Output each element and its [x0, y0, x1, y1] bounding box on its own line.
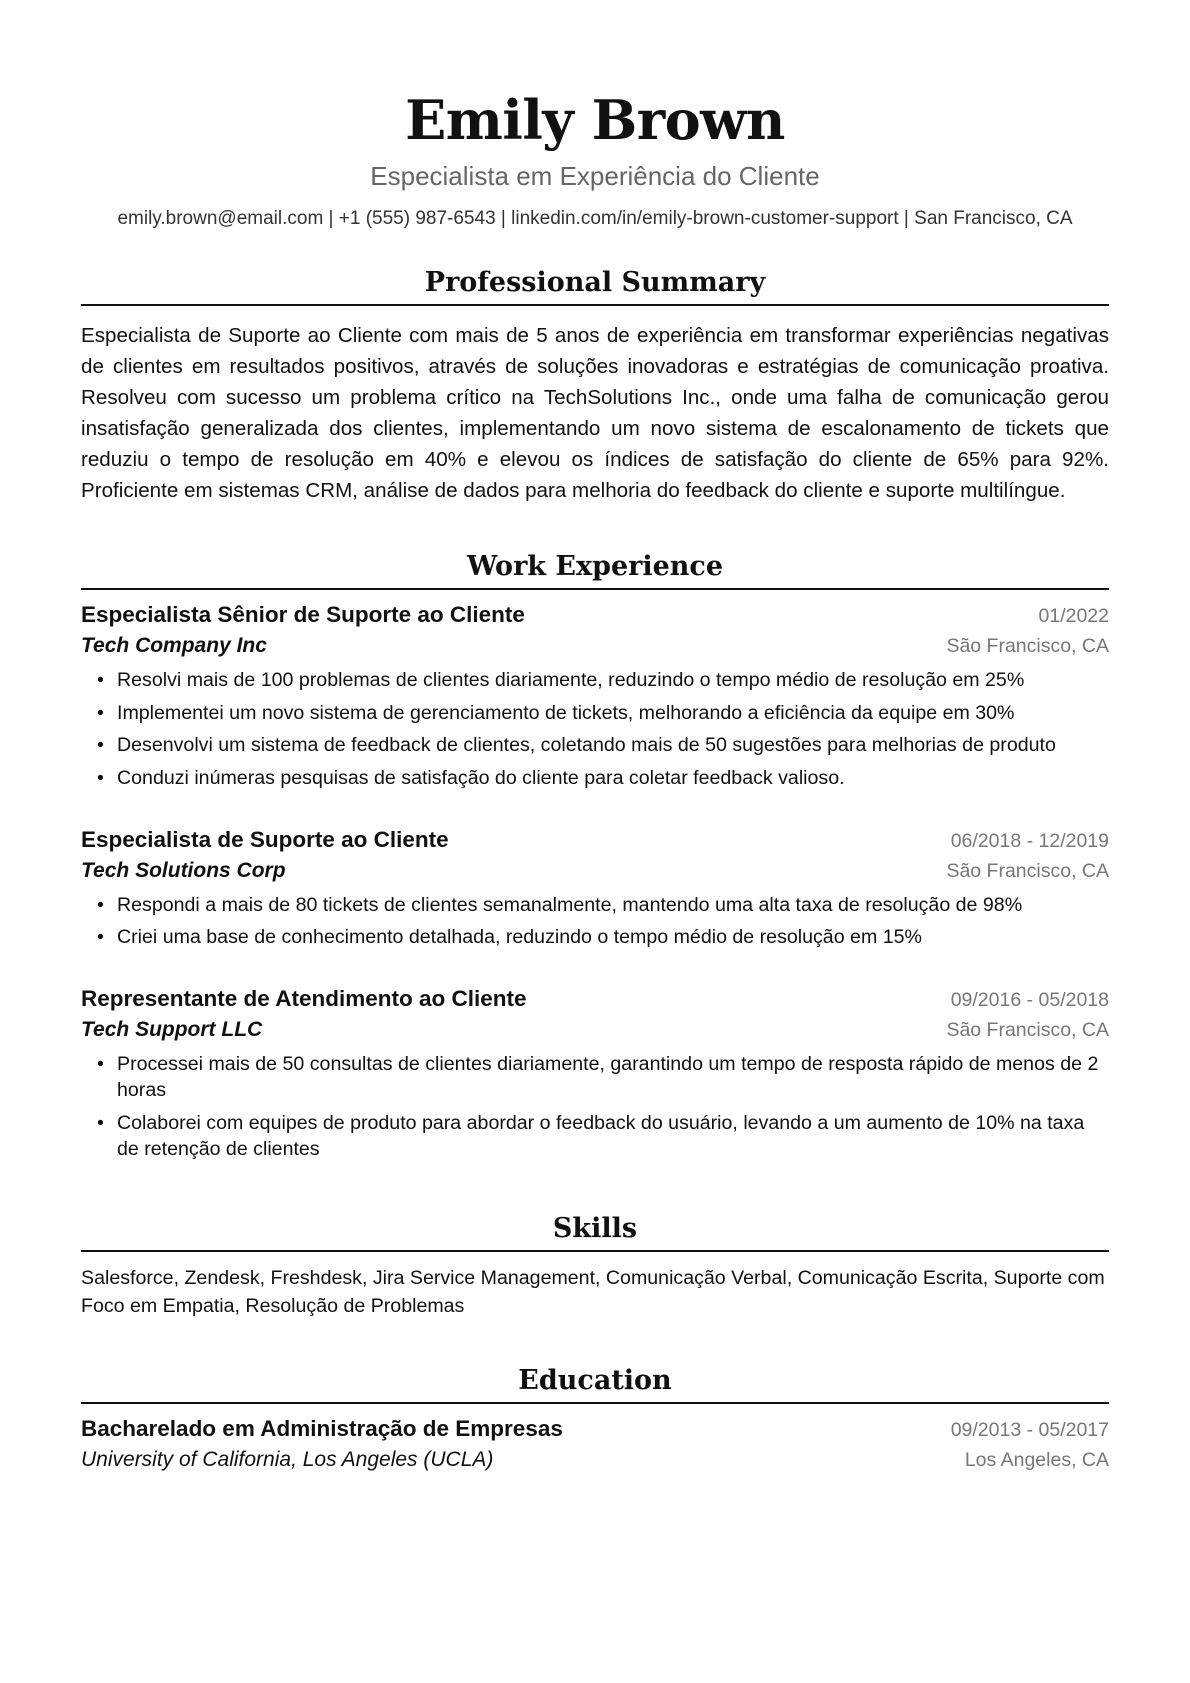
skills-section	[81, 1212, 1109, 1320]
list-item: • Colaborei com equipes de produto para abordar o feedback do usuário, levando a um aumento de 10% na taxa de retenção de clientes	[117, 1110, 1109, 1162]
education-location: Los Angeles, CA	[964, 1448, 1109, 1471]
education-title: Education	[518, 1364, 672, 1396]
job-title: Representante de Atendimento ao Cliente	[81, 986, 527, 1011]
education-entry	[81, 1414, 1109, 1475]
education-section	[81, 1364, 1109, 1475]
list-item: • Processei mais de 50 consultas de clientes diariamente, garantindo um tempo de resposta rápido de menos de 2 horas	[117, 1051, 1109, 1103]
job-header-row	[81, 600, 1109, 631]
experience-header	[81, 550, 1109, 590]
job-entry	[81, 600, 1109, 791]
job-entry	[81, 984, 1109, 1162]
candidate-name: Emily Brown	[405, 88, 785, 152]
skills-title: Skills	[552, 1212, 638, 1244]
job-location: São Francisco, CA	[946, 859, 1109, 882]
experience-section	[81, 550, 1109, 1162]
job-company-row	[81, 856, 1109, 886]
candidate-headline: Especialista em Experiência do Cliente	[370, 161, 820, 191]
job-date: 06/2018 - 12/2019	[950, 829, 1109, 852]
summary-text: Especialista de Suporte ao Cliente com mais de 5 anos de experiência em transformar experiências negativas de clientes em resultados positivos, através de soluções inovadoras e estratégias de comunicação proativa. Resolveu com sucesso um problema crítico na TechSolutions Inc., onde uma falha de comunicação gerou insatisfação generalizada dos clientes, implementando um novo sistema de escalonamento de tickets que reduziu o tempo de resolução em 40% e elevou os índices de satisfação do cliente de 65% para 92%. Proficiente em sistemas CRM, análise de dados para melhoria do feedback do cliente e suporte multilíngue.	[81, 324, 1109, 502]
education-date: 09/2013 - 05/2017	[950, 1418, 1109, 1441]
job-bullets	[81, 892, 1109, 951]
job-location: São Francisco, CA	[946, 635, 1109, 657]
education-school-row	[81, 1445, 1109, 1475]
education-school: University of California, Los Angeles (UCLA)	[81, 1447, 494, 1471]
list-item: • Conduzi inúmeras pesquisas de satisfação do cliente para coletar feedback valioso.	[117, 765, 1109, 791]
job-entry	[81, 825, 1109, 951]
summary-title: Professional Summary	[424, 267, 766, 298]
contact-line: emily.brown@email.com | +1 (555) 987-6543 | linkedin.com/in/emily-brown-customer-support | San Francisco, CA	[117, 208, 1073, 229]
skills-header	[81, 1212, 1109, 1252]
job-location: São Francisco, CA	[946, 1019, 1109, 1041]
job-bullets	[81, 1051, 1109, 1162]
list-item: • Respondi a mais de 80 tickets de clientes semanalmente, mantendo uma alta taxa de resolução de 98%	[117, 892, 1109, 918]
list-item: • Implementei um novo sistema de gerenciamento de tickets, melhorando a eficiência da equipe em 30%	[117, 700, 1109, 726]
job-company-row	[81, 631, 1109, 661]
job-bullets	[81, 667, 1109, 791]
job-company: Tech Support LLC	[81, 1018, 263, 1041]
summary-header	[81, 266, 1109, 306]
job-header-row	[81, 825, 1109, 856]
job-date: 09/2016 - 05/2018	[950, 989, 1109, 1011]
job-company-row	[81, 1015, 1109, 1045]
list-item: • Desenvolvi um sistema de feedback de clientes, coletando mais de 50 sugestões para melhorias de produto	[117, 732, 1109, 758]
summary-section	[81, 266, 1109, 506]
job-title: Especialista Sênior de Suporte ao Cliente	[81, 602, 525, 627]
list-item: • Criei uma base de conhecimento detalhada, reduzindo o tempo médio de resolução em 15%	[117, 924, 1109, 950]
skills-list: Salesforce, Zendesk, Freshdesk, Jira Service Management, Comunicação Verbal, Comunicação Escrita, Suporte com Foco em Empatia, Resolução de Problemas	[81, 1266, 1105, 1317]
job-header-row	[81, 984, 1109, 1015]
experience-title: Work Experience	[466, 551, 724, 582]
list-item: • Resolvi mais de 100 problemas de clientes diariamente, reduzindo o tempo médio de resolução em 25%	[117, 667, 1109, 693]
job-date: 01/2022	[1038, 605, 1109, 627]
job-title: Especialista de Suporte ao Cliente	[81, 826, 449, 852]
education-header-row	[81, 1414, 1109, 1445]
education-header	[81, 1364, 1109, 1404]
job-company: Tech Solutions Corp	[81, 858, 286, 882]
job-company: Tech Company Inc	[81, 634, 267, 657]
education-degree: Bacharelado em Administração de Empresas	[81, 1415, 563, 1441]
